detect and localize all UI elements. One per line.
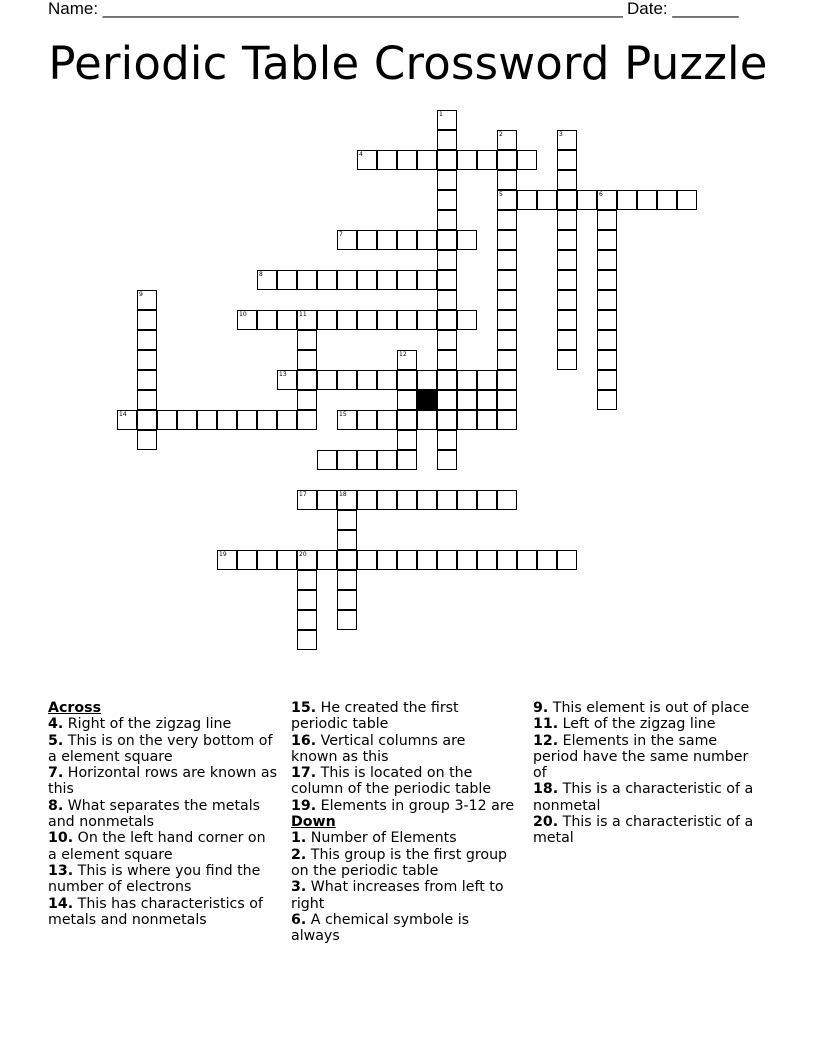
grid-cell[interactable] <box>557 310 577 330</box>
clue-number-label: 3. <box>291 879 307 896</box>
grid-cell[interactable] <box>217 550 237 570</box>
grid-cell[interactable] <box>677 190 697 210</box>
clue-number-label: 12. <box>533 732 559 749</box>
grid-cell[interactable] <box>537 550 557 570</box>
grid-cell[interactable] <box>597 230 617 250</box>
clue-text: A chemical symbole is always <box>291 911 470 945</box>
clue-item <box>533 814 758 847</box>
grid-cell[interactable] <box>337 450 357 470</box>
clue-column-3 <box>533 700 758 847</box>
grid-cell[interactable] <box>417 410 437 430</box>
clue-number-label: 18. <box>533 781 559 798</box>
grid-cell[interactable] <box>597 330 617 350</box>
grid-cell[interactable] <box>357 310 377 330</box>
clue-number-label: 5. <box>48 732 64 749</box>
grid-cell[interactable] <box>317 270 337 290</box>
clue-text: This is where you find the number of electrons <box>48 862 261 896</box>
clue-item <box>533 733 758 782</box>
clue-text: Elements in the same period have the same number of <box>533 732 749 782</box>
grid-cell[interactable] <box>557 210 577 230</box>
grid-cell[interactable] <box>557 250 577 270</box>
grid-cell[interactable] <box>417 370 437 390</box>
grid-cell[interactable] <box>337 570 357 590</box>
grid-cell[interactable] <box>117 410 137 430</box>
grid-cell[interactable] <box>397 450 417 470</box>
clue-number: 10 <box>239 311 247 318</box>
clue-number: 20 <box>299 551 307 558</box>
clue-number-label: 7. <box>48 765 64 782</box>
clue-column-2 <box>291 700 516 944</box>
clue-number: 18 <box>339 491 347 498</box>
grid-cell[interactable] <box>457 150 477 170</box>
clue-number: 8 <box>259 271 263 278</box>
clue-item <box>533 700 758 716</box>
clue-number-label: 8. <box>48 797 64 814</box>
grid-cell[interactable] <box>377 410 397 430</box>
grid-cell[interactable] <box>497 130 517 150</box>
grid-cell[interactable] <box>217 410 237 430</box>
grid-cell[interactable] <box>277 550 297 570</box>
clue-item <box>291 733 516 766</box>
grid-cell[interactable] <box>437 370 457 390</box>
grid-cell[interactable] <box>397 230 417 250</box>
clue-item <box>533 716 758 732</box>
grid-cell[interactable] <box>377 490 397 510</box>
clue-text: This element is out of place <box>548 700 750 716</box>
grid-cell[interactable] <box>577 190 597 210</box>
grid-cell[interactable] <box>497 210 517 230</box>
grid-cell[interactable] <box>597 210 617 230</box>
clue-text: What increases from left to right <box>291 879 504 912</box>
grid-cell[interactable] <box>437 550 457 570</box>
clue-column-1 <box>48 700 278 928</box>
clue-item <box>48 765 278 798</box>
clue-number-label: 19. <box>291 797 317 814</box>
grid-cell[interactable] <box>297 410 317 430</box>
grid-cell[interactable] <box>437 390 457 410</box>
grid-cell[interactable] <box>357 490 377 510</box>
grid-cell[interactable] <box>437 350 457 370</box>
across-clue-list <box>48 716 278 928</box>
grid-cell[interactable] <box>597 370 617 390</box>
grid-cell[interactable] <box>357 450 377 470</box>
grid-cell[interactable] <box>337 550 357 570</box>
clue-item <box>48 716 278 732</box>
grid-cell[interactable] <box>497 550 517 570</box>
grid-cell[interactable] <box>417 310 437 330</box>
grid-cell[interactable] <box>397 410 417 430</box>
clue-item <box>291 847 516 880</box>
grid-cell[interactable] <box>497 170 517 190</box>
grid-cell[interactable] <box>597 310 617 330</box>
grid-cell[interactable] <box>557 270 577 290</box>
grid-cell[interactable] <box>357 370 377 390</box>
grid-cell[interactable] <box>477 370 497 390</box>
grid-cell[interactable] <box>397 150 417 170</box>
grid-cell[interactable] <box>297 590 317 610</box>
grid-cell[interactable] <box>357 410 377 430</box>
grid-cell[interactable] <box>417 230 437 250</box>
grid-cell[interactable] <box>497 350 517 370</box>
clue-number-label: 1. <box>291 830 307 847</box>
grid-cell[interactable] <box>457 230 477 250</box>
grid-cell[interactable] <box>437 210 457 230</box>
grid-cell[interactable] <box>137 330 157 350</box>
grid-cell[interactable] <box>517 550 537 570</box>
clue-number: 4 <box>359 151 363 158</box>
clue-number: 5 <box>499 191 503 198</box>
grid-cell[interactable] <box>557 230 577 250</box>
grid-cell[interactable] <box>297 390 317 410</box>
grid-cell[interactable] <box>597 290 617 310</box>
grid-cell[interactable] <box>457 390 477 410</box>
grid-cell[interactable] <box>157 410 177 430</box>
grid-cell[interactable] <box>437 490 457 510</box>
clue-number-label: 4. <box>48 716 64 733</box>
grid-cell[interactable] <box>137 350 157 370</box>
grid-cell[interactable] <box>497 310 517 330</box>
grid-cell[interactable] <box>497 330 517 350</box>
clue-number-label: 11. <box>533 716 559 733</box>
grid-cell[interactable] <box>437 330 457 350</box>
grid-cell[interactable] <box>297 370 317 390</box>
grid-cell[interactable] <box>357 150 377 170</box>
grid-cell[interactable] <box>437 410 457 430</box>
grid-cell[interactable] <box>637 190 657 210</box>
grid-cell[interactable] <box>557 150 577 170</box>
clue-number-label: 16. <box>291 732 317 749</box>
clue-number: 17 <box>299 491 307 498</box>
grid-cell[interactable] <box>457 490 477 510</box>
grid-cell[interactable] <box>357 550 377 570</box>
grid-cell[interactable] <box>397 310 417 330</box>
clue-item <box>48 733 278 766</box>
grid-cell[interactable] <box>377 310 397 330</box>
grid-cell[interactable] <box>337 510 357 530</box>
grid-cell[interactable] <box>437 110 457 130</box>
grid-cell[interactable] <box>377 230 397 250</box>
grid-cell[interactable] <box>417 150 437 170</box>
grid-cell[interactable] <box>257 410 277 430</box>
grid-cell[interactable] <box>497 390 517 410</box>
clue-number-label: 9. <box>533 700 549 716</box>
clue-text: Number of Elements <box>306 830 457 847</box>
grid-cell[interactable] <box>297 490 317 510</box>
grid-cell[interactable] <box>377 450 397 470</box>
grid-cell[interactable] <box>497 490 517 510</box>
clue-item <box>291 765 516 798</box>
grid-cell[interactable] <box>497 290 517 310</box>
grid-cell[interactable] <box>497 190 517 210</box>
grid-cell[interactable] <box>497 370 517 390</box>
grid-cell[interactable] <box>557 550 577 570</box>
grid-cell[interactable] <box>297 270 317 290</box>
grid-cell[interactable] <box>477 410 497 430</box>
grid-cell[interactable] <box>237 550 257 570</box>
grid-cell[interactable] <box>557 190 577 210</box>
grid-cell[interactable] <box>257 270 277 290</box>
grid-cell[interactable] <box>517 150 537 170</box>
grid-cell[interactable] <box>397 430 417 450</box>
grid-cell[interactable] <box>617 190 637 210</box>
clue-number: 3 <box>559 131 563 138</box>
grid-cell[interactable] <box>137 370 157 390</box>
grid-cell[interactable] <box>377 150 397 170</box>
grid-cell[interactable] <box>237 410 257 430</box>
grid-cell[interactable] <box>457 410 477 430</box>
clue-number: 7 <box>339 231 343 238</box>
grid-cell[interactable] <box>557 330 577 350</box>
clue-number: 6 <box>599 191 603 198</box>
clue-number: 19 <box>219 551 227 558</box>
grid-cell[interactable] <box>137 290 157 310</box>
grid-cell[interactable] <box>437 190 457 210</box>
clue-number-label: 20. <box>533 814 559 831</box>
grid-cell[interactable] <box>557 290 577 310</box>
grid-cell[interactable] <box>437 430 457 450</box>
grid-cell[interactable] <box>337 230 357 250</box>
grid-cell[interactable] <box>557 350 577 370</box>
clue-item <box>48 830 278 863</box>
clue-text: Left of the zigzag line <box>558 716 716 733</box>
grid-cell[interactable] <box>457 550 477 570</box>
grid-cell[interactable] <box>137 430 157 450</box>
clue-text: This is a characteristic of a metal <box>533 814 754 847</box>
clue-number: 11 <box>299 311 307 318</box>
down-clue-list-continued <box>533 700 758 847</box>
clue-text: This is located on the column of the periodic table <box>291 765 492 798</box>
grid-cell[interactable] <box>397 390 417 410</box>
name-field-label: Name: _______________________________________________________ <box>48 0 623 18</box>
grid-cell[interactable] <box>337 410 357 430</box>
clue-text: On the left hand corner on a element square <box>48 830 266 863</box>
clue-text: What separates the metals and nonmetals <box>48 797 261 831</box>
grid-cell[interactable] <box>317 490 337 510</box>
clue-item <box>48 896 278 929</box>
grid-cell[interactable] <box>437 450 457 470</box>
grid-cell[interactable] <box>297 570 317 590</box>
grid-cell[interactable] <box>437 270 457 290</box>
clue-number: 14 <box>119 411 127 418</box>
grid-cell[interactable] <box>457 370 477 390</box>
grid-cell[interactable] <box>277 310 297 330</box>
grid-cell[interactable] <box>597 270 617 290</box>
grid-cell[interactable] <box>137 390 157 410</box>
grid-cell[interactable] <box>557 130 577 150</box>
grid-cell[interactable] <box>417 550 437 570</box>
grid-cell[interactable] <box>257 310 277 330</box>
grid-cell[interactable] <box>237 310 257 330</box>
grid-cell[interactable] <box>317 370 337 390</box>
clue-number-label: 17. <box>291 765 317 782</box>
clue-text: This is on the very bottom of a element square <box>48 732 273 765</box>
grid-cell[interactable] <box>337 610 357 630</box>
grid-cell[interactable] <box>377 370 397 390</box>
clue-number-label: 13. <box>48 862 74 879</box>
grid-cell[interactable] <box>497 410 517 430</box>
grid-cell[interactable] <box>277 370 297 390</box>
clue-number: 13 <box>279 371 287 378</box>
grid-cell[interactable] <box>297 330 317 350</box>
clue-number: 12 <box>399 351 407 358</box>
grid-cell[interactable] <box>597 250 617 270</box>
clue-number-label: 15. <box>291 700 317 716</box>
grid-cell[interactable] <box>337 370 357 390</box>
grid-cell[interactable] <box>377 550 397 570</box>
grid-cell[interactable] <box>297 350 317 370</box>
grid-cell[interactable] <box>397 550 417 570</box>
grid-cell[interactable] <box>417 270 437 290</box>
grid-cell[interactable] <box>437 170 457 190</box>
date-field-label: Date: _______ <box>627 0 739 18</box>
clue-text: Horizontal rows are known as this <box>48 765 277 798</box>
grid-cell[interactable] <box>437 290 457 310</box>
grid-cell[interactable] <box>257 550 277 570</box>
grid-cell[interactable] <box>337 310 357 330</box>
grid-cell[interactable] <box>297 550 317 570</box>
grid-cell[interactable] <box>317 550 337 570</box>
grid-cell[interactable] <box>337 530 357 550</box>
grid-cell[interactable] <box>497 230 517 250</box>
clue-text: This group is the first group on the periodic table <box>291 846 508 879</box>
grid-cell[interactable] <box>337 590 357 610</box>
clue-number: 9 <box>139 291 143 298</box>
grid-cell[interactable] <box>437 310 457 330</box>
grid-cell[interactable] <box>457 310 477 330</box>
across-clue-list-continued <box>291 700 516 814</box>
grid-cell[interactable] <box>477 490 497 510</box>
clue-text: Vertical columns are known as this <box>291 732 466 765</box>
grid-cell[interactable] <box>437 130 457 150</box>
grid-cell[interactable] <box>597 350 617 370</box>
clue-number-label: 14. <box>48 895 74 912</box>
down-heading: Down <box>291 814 336 831</box>
grid-cell[interactable] <box>437 230 457 250</box>
down-clue-list <box>291 830 516 944</box>
grid-cell[interactable] <box>597 390 617 410</box>
grid-cell[interactable] <box>517 190 537 210</box>
grid-cell[interactable] <box>417 490 437 510</box>
grid-cell[interactable] <box>557 170 577 190</box>
clue-item <box>291 879 516 912</box>
grid-cell[interactable] <box>397 350 417 370</box>
clue-number-label: 10. <box>48 830 74 847</box>
grid-cell[interactable] <box>477 550 497 570</box>
grid-cell[interactable] <box>337 490 357 510</box>
grid-cell[interactable] <box>657 190 677 210</box>
grid-cell[interactable] <box>497 150 517 170</box>
grid-cell[interactable] <box>377 270 397 290</box>
grid-cell[interactable] <box>397 370 417 390</box>
grid-cell[interactable] <box>177 410 197 430</box>
grid-cell[interactable] <box>597 190 617 210</box>
grid-cell[interactable] <box>437 150 457 170</box>
clue-item <box>48 863 278 896</box>
across-heading: Across <box>48 700 102 716</box>
clue-item <box>533 781 758 814</box>
grid-cell[interactable] <box>497 270 517 290</box>
grid-cell[interactable] <box>357 270 377 290</box>
clue-text: This has characteristics of metals and nonmetals <box>48 895 263 928</box>
grid-cell[interactable] <box>357 230 377 250</box>
clue-number: 2 <box>499 131 503 138</box>
page-title: Periodic Table Crossword Puzzle <box>48 37 768 90</box>
clue-item <box>291 700 516 733</box>
grid-cell[interactable] <box>137 310 157 330</box>
grid-cell[interactable] <box>297 310 317 330</box>
clue-number: 1 <box>439 111 443 118</box>
clue-item <box>48 798 278 831</box>
clue-number-label: 6. <box>291 911 307 928</box>
grid-cell[interactable] <box>537 190 557 210</box>
clue-text: This is a characteristic of a nonmetal <box>533 781 754 814</box>
grid-cell[interactable] <box>137 410 157 430</box>
grid-cell[interactable] <box>337 270 357 290</box>
grid-cell[interactable] <box>397 490 417 510</box>
clue-number-label: 2. <box>291 846 307 863</box>
grid-cell[interactable] <box>497 250 517 270</box>
clue-item <box>291 912 516 945</box>
grid-cell[interactable] <box>297 610 317 630</box>
clue-text: Elements in group 3-12 are <box>316 797 515 814</box>
clue-item <box>291 798 516 814</box>
grid-cell[interactable] <box>317 450 337 470</box>
grid-cell[interactable] <box>277 410 297 430</box>
clue-item <box>291 830 516 846</box>
grid-cell[interactable] <box>277 270 297 290</box>
grid-cell[interactable] <box>397 270 417 290</box>
clue-number: 15 <box>339 411 347 418</box>
clue-text: He created the first periodic table <box>291 700 459 733</box>
grid-cell[interactable] <box>297 630 317 650</box>
grid-cell[interactable] <box>197 410 217 430</box>
clue-text: Right of the zigzag line <box>63 716 232 733</box>
grid-cell[interactable] <box>317 310 337 330</box>
grid-cell[interactable] <box>477 150 497 170</box>
grid-cell[interactable] <box>477 390 497 410</box>
black-cell <box>417 390 437 410</box>
grid-cell[interactable] <box>437 250 457 270</box>
